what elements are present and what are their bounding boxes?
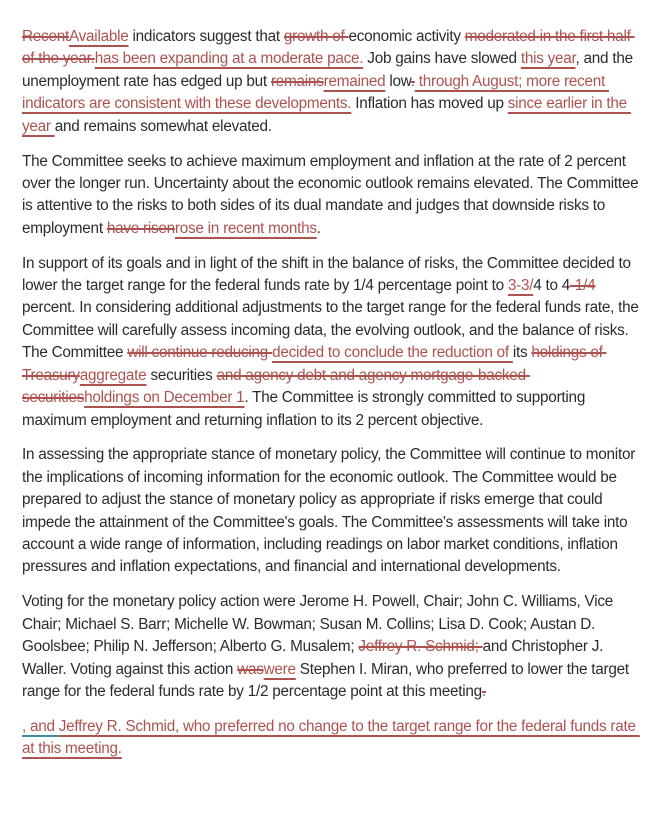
text-run: 4 to 4 (533, 277, 571, 295)
inserted-text-run: aggregate (79, 366, 147, 384)
paragraph-5 (22, 591, 640, 703)
deleted-text-run: Jeffrey R. Schmid; (358, 638, 483, 656)
deleted-text-run: Recent (22, 28, 69, 45)
text-run: low (385, 72, 411, 90)
paragraph-3 (22, 253, 643, 432)
inserted-text-run: this year (520, 50, 576, 68)
document-body (22, 26, 643, 761)
text-run: securities (146, 366, 217, 384)
text-run: Stephen I. Miran, who preferred to lower the target range for the federal funds rate by 1/2 percentage point at this meeting (22, 660, 633, 700)
inserted-text-run: , and (22, 717, 59, 735)
deleted-text-run: have risen (106, 219, 175, 237)
deleted-text-run: . (481, 682, 486, 700)
inserted-text-run: decided to conclude the reduction of (272, 344, 513, 362)
deleted-text-run: holdings of Treasury (22, 344, 607, 384)
deleted-text-run: growth of (283, 28, 349, 45)
inserted-text-run: 3-3/ (507, 277, 534, 295)
paragraph-6 (22, 716, 640, 761)
inserted-text-run: were (263, 660, 296, 678)
inserted-text-run: remained (323, 72, 386, 90)
deleted-text-run: moderated in the first half of the year. (22, 28, 635, 68)
inserted-text-run: rose in recent months (174, 219, 317, 237)
paragraph-1 (22, 26, 640, 138)
text-run: its (512, 344, 532, 362)
inserted-text-run: holdings on December 1 (84, 389, 245, 407)
text-run: The Committee seeks to achieve maximum employment and inflation at the rate of 2 percent over the longer run. Uncertainty about the economic outlook remains elevated. The Committee is attentive to the risks to both sides of its dual mandate and judges that downside risks to employment (22, 152, 643, 237)
inserted-text-run: since earlier in the year (22, 95, 631, 135)
inserted-text-run: Jeffrey R. Schmid, who preferred no change to the target range for the federal funds rate at this meeting. (22, 717, 640, 758)
text-run: and remains somewhat elevated. (54, 117, 272, 135)
text-run: indicators suggest that (128, 28, 284, 45)
text-run: , and the unemployment rate has edged up but (22, 50, 637, 90)
text-run: Inflation has moved up (351, 95, 508, 113)
text-run: Job gains have slowed (363, 50, 521, 68)
text-run: and Christopher J. Waller. Voting against this action (22, 638, 608, 678)
inserted-text-run: Available (68, 28, 129, 45)
text-run: . The Committee is strongly committed to supporting maximum employment and returning inflation to its 2 percent objective. (22, 389, 590, 429)
deleted-text-run: and agency debt and agency mortgage-backed securities (22, 366, 530, 407)
text-run: economic activity (348, 28, 465, 45)
text-run: Voting for the monetary policy action were Jerome H. Powell, Chair; John C. Williams, Vice Chair; Michael S. Barr; Michelle W. Bowman; Susan M. Collins; Lisa D. Cook; Austan D. Goolsbee; Philip N. Jefferson; Alberto G. Musalem; (22, 593, 618, 656)
text-run: . (316, 219, 321, 237)
paragraph-2 (22, 151, 643, 241)
text-run: In support of its goals and in light of the shift in the balance of risks, the Committee decided to lower the target range for the federal funds rate by 1/4 percentage point to (22, 254, 635, 295)
deleted-text-run: . (410, 72, 415, 90)
deleted-text-run: was (237, 660, 264, 678)
paragraph-4 (22, 444, 640, 578)
inserted-text-run: through August; more recent indicators are consistent with these developments. (22, 72, 610, 113)
deleted-text-run: -1/4 (570, 277, 596, 295)
text-run: percent. In considering additional adjustments to the target range for the federal funds rate, the Committee will carefully assess incoming data, the evolving outlook, and the balance of risks. The Committee (22, 277, 643, 362)
text-run: In assessing the appropriate stance of monetary policy, the Committee will continue to monitor the implications of incoming information for the economic outlook. The Committee would be prepared to adjust the stance of monetary policy as appropriate if risks emerge that could impede the attainment of the Committee's goals. The Committee's assessments will take into account a wide range of information, including readings on labor market conditions, inflation pressures and inflation expectations, and financial and international developments. (22, 446, 640, 576)
deleted-text-run: remains (270, 72, 324, 90)
deleted-text-run: will continue reducing (127, 344, 273, 362)
inserted-text-run: has been expanding at a moderate pace. (94, 50, 364, 68)
